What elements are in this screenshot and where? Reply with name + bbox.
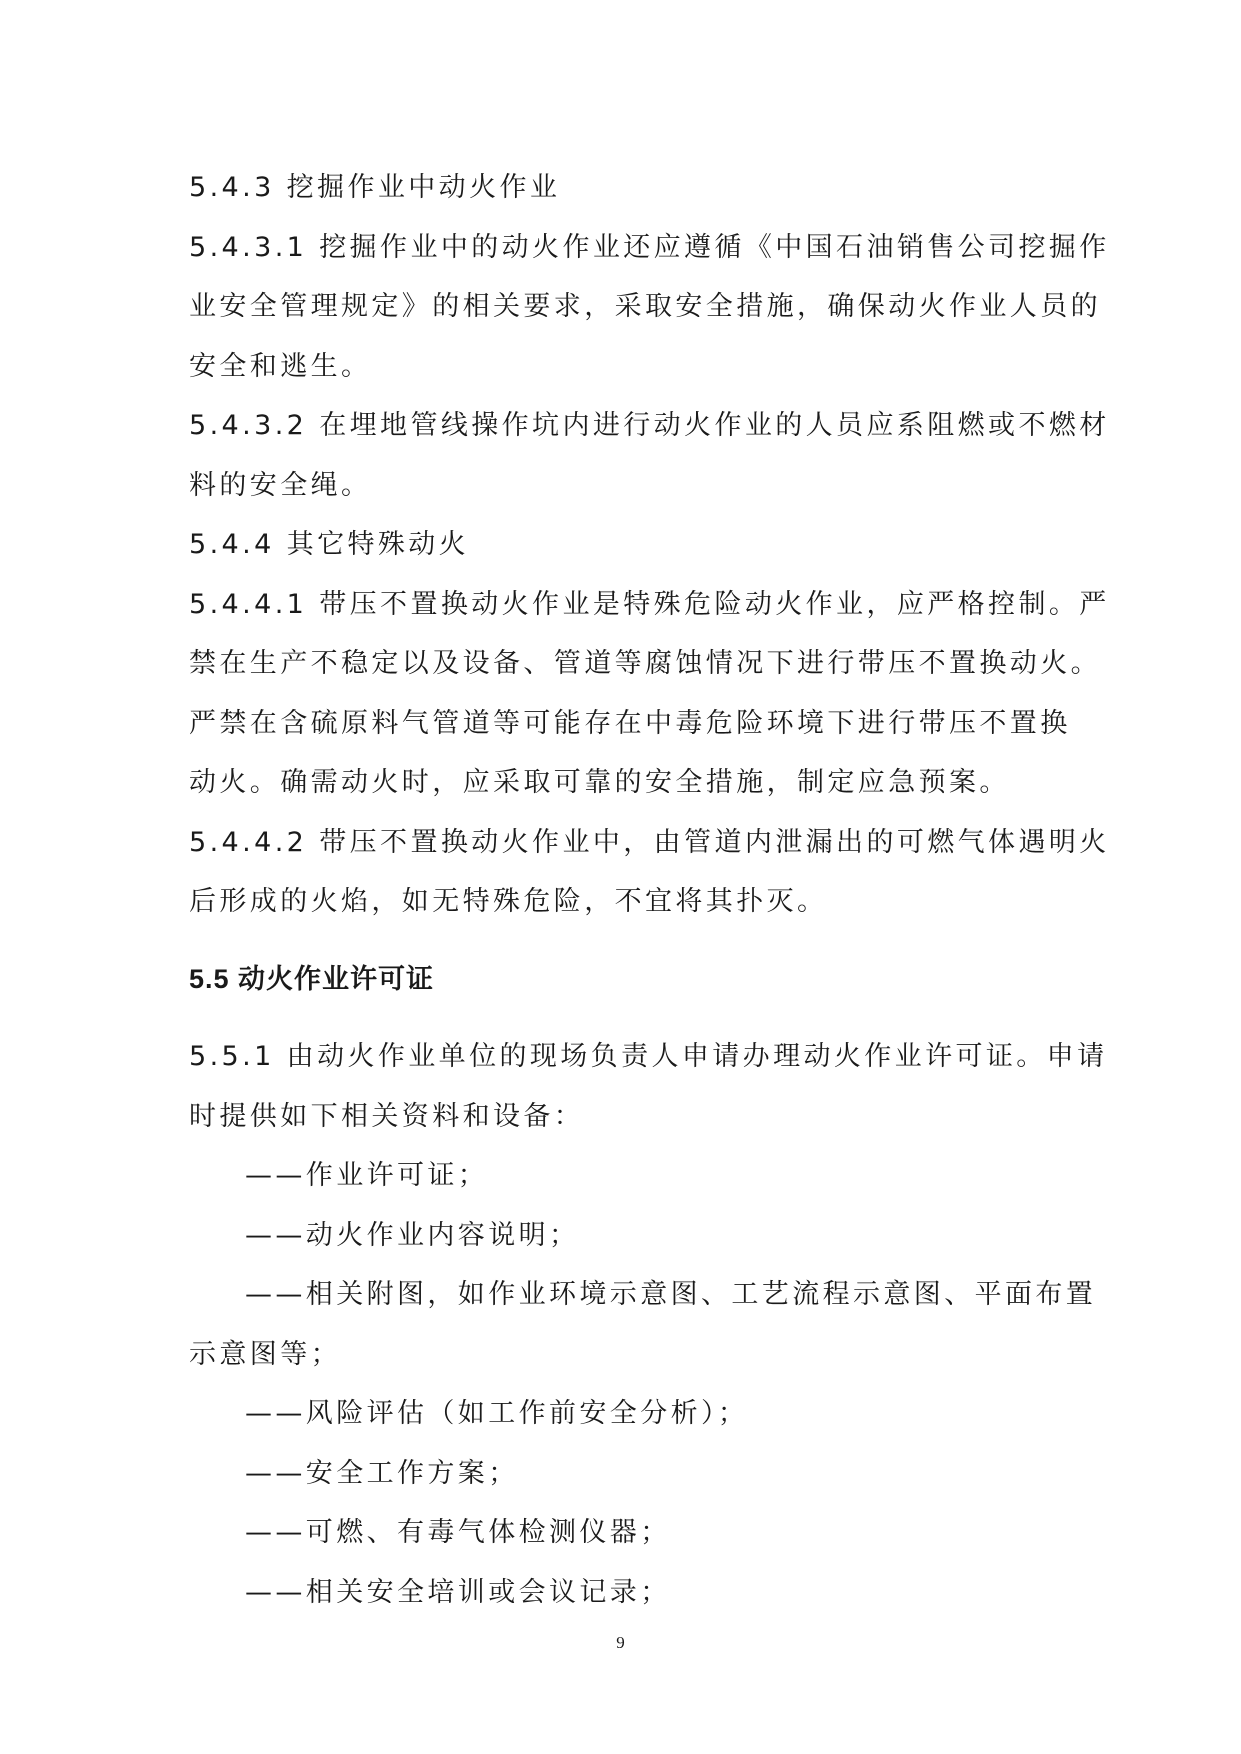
list-item: ——作业许可证；	[245, 1160, 489, 1191]
list-item: ——可燃、有毒气体检测仪器；	[245, 1517, 671, 1548]
paragraph-line: 严禁在含硫原料气管道等可能存在中毒危险环境下进行带压不置换	[189, 707, 1071, 739]
paragraph-line: 料的安全绳。	[189, 469, 372, 501]
subsection-title-5-4-4: 5.4.4 其它特殊动火	[189, 529, 470, 560]
list-item: ——安全工作方案；	[245, 1457, 519, 1489]
page-number: 9	[616, 1633, 625, 1652]
list-item: ——动火作业内容说明；	[245, 1219, 580, 1251]
list-item: ——风险评估（如工作前安全分析）；	[245, 1398, 749, 1429]
section-heading-5-5: 5.5 动火作业许可证	[189, 963, 435, 994]
paragraph-line: 动火。确需动火时，应采取可靠的安全措施，制定应急预案。	[189, 767, 1010, 798]
subsection-title-5-4-3: 5.4.3 挖掘作业中动火作业	[189, 172, 561, 203]
list-item: ——相关安全培训或会议记录；	[245, 1576, 671, 1608]
page-body	[189, 158, 1110, 1622]
paragraph-line: 5.4.4.2 带压不置换动火作业中，由管道内泄漏出的可燃气体遇明火	[189, 826, 1110, 858]
paragraph-line: 5.4.3.1 挖掘作业中的动火作业还应遵循《中国石油销售公司挖掘作	[189, 231, 1110, 263]
paragraph-line: 时提供如下相关资料和设备：	[189, 1100, 585, 1132]
paragraph-line: 后形成的火焰，如无特殊危险，不宜将其扑灭。	[189, 886, 828, 917]
list-item-continuation: 示意图等；	[189, 1338, 341, 1370]
list-item: ——相关附图，如作业环境示意图、工艺流程示意图、平面布置	[245, 1279, 1097, 1310]
paragraph-line: 5.4.3.2 在埋地管线操作坑内进行动火作业的人员应系阻燃或不燃材	[189, 410, 1110, 441]
paragraph-line: 业安全管理规定》的相关要求，采取安全措施，确保动火作业人员的	[189, 291, 1101, 322]
paragraph-line: 禁在生产不稳定以及设备、管道等腐蚀情况下进行带压不置换动火。	[189, 648, 1101, 679]
paragraph-line: 5.4.4.1 带压不置换动火作业是特殊危险动火作业，应严格控制。严	[189, 588, 1110, 620]
paragraph-line: 安全和逃生。	[189, 350, 372, 382]
paragraph-line: 5.5.1 由动火作业单位的现场负责人申请办理动火作业许可证。申请	[189, 1041, 1108, 1072]
